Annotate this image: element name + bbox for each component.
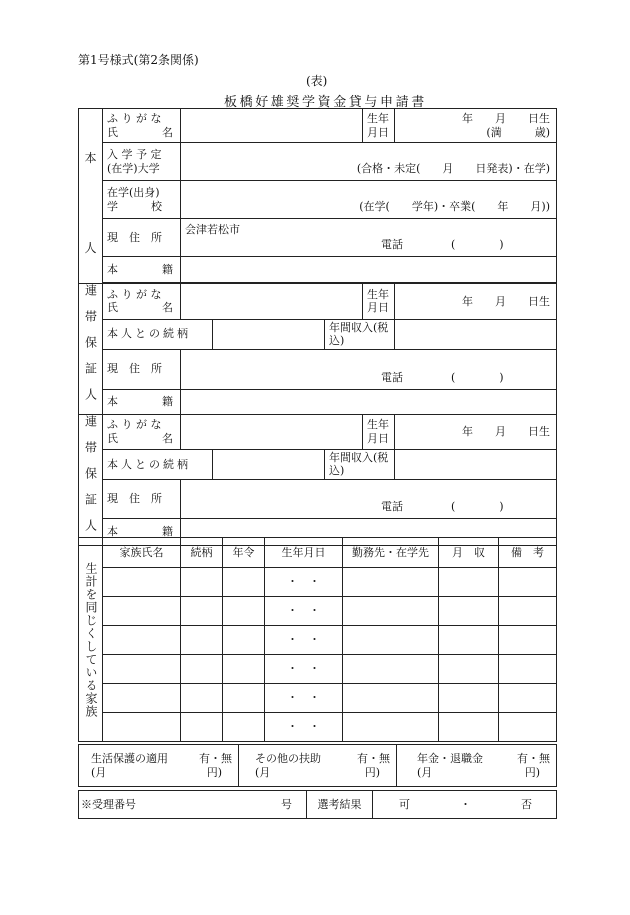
selection-result-field[interactable]: 可 ・ 否 xyxy=(373,791,557,819)
applicant-birth-label: 生年 月日 xyxy=(363,109,395,143)
table-row xyxy=(79,597,557,626)
family-birth-cell[interactable]: ・ ・ xyxy=(265,597,343,626)
family-cell[interactable] xyxy=(181,684,223,713)
family-cell[interactable] xyxy=(343,597,439,626)
family-cell[interactable] xyxy=(181,597,223,626)
family-cell[interactable] xyxy=(343,655,439,684)
benefits-table xyxy=(78,744,557,787)
family-header-birthdate: 生年月日 xyxy=(265,538,343,568)
applicant-honseki-field[interactable] xyxy=(181,257,557,283)
guarantor-2-name-label: ふ り が な 氏 名 xyxy=(103,415,181,450)
applicant-school-field[interactable]: (合格・未定( 月 日発表)・在学) xyxy=(181,143,557,181)
family-cell[interactable] xyxy=(103,655,181,684)
family-cell[interactable] xyxy=(439,597,499,626)
family-cell[interactable] xyxy=(343,568,439,597)
applicant-school-label: 入 学 予 定 (在学)大学 xyxy=(103,143,181,181)
family-cell[interactable] xyxy=(499,684,557,713)
applicant-phone-label: 電話 xyxy=(381,238,403,252)
family-cell[interactable] xyxy=(223,597,265,626)
family-cell[interactable] xyxy=(439,626,499,655)
family-header-age: 年令 xyxy=(223,538,265,568)
applicant-honseki-label: 本 籍 xyxy=(103,257,181,283)
family-header-workplace: 勤務先・在学先 xyxy=(343,538,439,568)
applicant-address-value: 会津若松市 xyxy=(185,223,240,236)
form-title: 板橋好雄奨学資金貸与申請書 xyxy=(224,95,427,110)
family-cell[interactable] xyxy=(181,655,223,684)
family-cell[interactable] xyxy=(223,655,265,684)
table-row xyxy=(79,626,557,655)
applicant-grad-school-field[interactable]: (在学( 学年)・卒業( 年 月)) xyxy=(181,181,557,219)
family-cell[interactable] xyxy=(439,713,499,742)
table-row xyxy=(79,655,557,684)
applicant-grad-school-label: 在学(出身) 学 校 xyxy=(103,181,181,219)
family-cell[interactable] xyxy=(343,626,439,655)
family-cell[interactable] xyxy=(103,597,181,626)
guarantor-1-section-label: 連帯保証人 xyxy=(79,284,103,415)
family-cell[interactable] xyxy=(499,626,557,655)
family-header-name: 家族氏名 xyxy=(103,538,181,568)
table-row xyxy=(79,568,557,597)
family-cell[interactable] xyxy=(103,713,181,742)
family-cell[interactable] xyxy=(223,626,265,655)
family-birth-cell[interactable]: ・ ・ xyxy=(265,626,343,655)
guarantor-1-birth-label: 生年 月日 xyxy=(363,284,395,320)
guarantor-2-name-field[interactable] xyxy=(181,415,363,450)
receipt-number-label: ※受理番号 xyxy=(81,797,136,811)
family-cell[interactable] xyxy=(223,713,265,742)
applicant-phone-paren: ( ) xyxy=(451,238,504,252)
guarantor-2-phone-label: 電話 xyxy=(381,500,403,514)
family-cell[interactable] xyxy=(181,568,223,597)
family-cell[interactable] xyxy=(439,568,499,597)
applicant-address-field[interactable] xyxy=(181,219,557,257)
guarantor-1-relation-label: 本人との続柄 xyxy=(103,319,213,349)
guarantor-1-income-label: 年間収入(税込) xyxy=(325,319,395,349)
family-cell[interactable] xyxy=(499,713,557,742)
applicant-name-label: ふ り が な 氏 名 xyxy=(103,109,181,143)
family-header-relation: 続柄 xyxy=(181,538,223,568)
guarantor-1-relation-field[interactable] xyxy=(213,319,325,349)
guarantor-1-honseki-label: 本 籍 xyxy=(103,389,181,414)
family-birth-cell[interactable]: ・ ・ xyxy=(265,655,343,684)
applicant-section-label: 本 人 xyxy=(79,109,103,284)
guarantor-1-income-field[interactable] xyxy=(395,319,557,349)
family-cell[interactable] xyxy=(181,626,223,655)
main-form-table xyxy=(78,108,557,546)
guarantor-2-birth-label: 生年 月日 xyxy=(363,415,395,450)
family-header-income: 月 収 xyxy=(439,538,499,568)
family-cell[interactable] xyxy=(223,684,265,713)
benefit-pension[interactable]: 年金・退職金 有・無 (月 円) xyxy=(397,745,557,787)
family-cell[interactable] xyxy=(103,568,181,597)
guarantor-2-address-label: 現 住 所 xyxy=(103,479,181,518)
family-cell[interactable] xyxy=(499,597,557,626)
side-label: (表) xyxy=(306,74,328,88)
family-birth-cell[interactable]: ・ ・ xyxy=(265,568,343,597)
family-cell[interactable] xyxy=(343,713,439,742)
guarantor-1-address-label: 現 住 所 xyxy=(103,349,181,389)
guarantor-2-section-label: 連帯保証人 xyxy=(79,415,103,546)
guarantor-1-phone-paren: ( ) xyxy=(451,370,504,384)
family-header-notes: 備 考 xyxy=(499,538,557,568)
table-row xyxy=(79,684,557,713)
family-table xyxy=(78,537,557,742)
guarantor-2-income-label: 年間収入(税込) xyxy=(325,450,395,480)
guarantor-2-address-field[interactable] xyxy=(181,479,557,518)
applicant-address-label: 現 住 所 xyxy=(103,219,181,257)
selection-result-label: 選考結果 xyxy=(307,791,373,819)
family-cell[interactable] xyxy=(103,684,181,713)
guarantor-2-relation-label: 本人との続柄 xyxy=(103,450,213,480)
guarantor-2-relation-field[interactable] xyxy=(213,450,325,480)
footer-table xyxy=(78,790,557,819)
family-cell[interactable] xyxy=(103,626,181,655)
guarantor-2-birth-field[interactable]: 年 月 日生 xyxy=(395,415,557,450)
family-cell[interactable] xyxy=(439,655,499,684)
family-cell[interactable] xyxy=(499,655,557,684)
guarantor-1-name-label: ふ り が な 氏 名 xyxy=(103,284,181,320)
guarantor-1-birth-field[interactable]: 年 月 日生 xyxy=(395,284,557,320)
guarantor-2-income-field[interactable] xyxy=(395,450,557,480)
applicant-name-field[interactable] xyxy=(181,109,363,143)
guarantor-2-honseki-label: 本 籍 xyxy=(103,519,181,546)
guarantor-1-honseki-field[interactable] xyxy=(181,389,557,414)
guarantor-1-phone-label: 電話 xyxy=(381,370,403,384)
form-number: 第1号様式(第2条関係) xyxy=(78,53,199,67)
table-row xyxy=(79,713,557,742)
family-cell[interactable] xyxy=(439,684,499,713)
family-cell[interactable] xyxy=(499,568,557,597)
family-cell[interactable] xyxy=(181,713,223,742)
applicant-birth-field[interactable]: 年 月 日生 (満 歳) xyxy=(395,109,557,143)
receipt-number-suffix: 号 xyxy=(281,797,292,811)
family-cell[interactable] xyxy=(223,568,265,597)
guarantor-1-name-field[interactable] xyxy=(181,284,363,320)
guarantor-2-phone-paren: ( ) xyxy=(451,500,504,514)
guarantor-1-address-field[interactable] xyxy=(181,349,557,389)
benefit-welfare[interactable]: 生活保護の適用 有・無 (月 円) xyxy=(79,745,239,787)
family-section-label: 生計を同じくしている家族 xyxy=(79,538,103,742)
receipt-number-field[interactable] xyxy=(79,791,307,819)
benefit-other-aid[interactable]: その他の扶助 有・無 (月 円) xyxy=(239,745,397,787)
family-cell[interactable] xyxy=(343,684,439,713)
family-birth-cell[interactable]: ・ ・ xyxy=(265,684,343,713)
family-birth-cell[interactable]: ・ ・ xyxy=(265,713,343,742)
